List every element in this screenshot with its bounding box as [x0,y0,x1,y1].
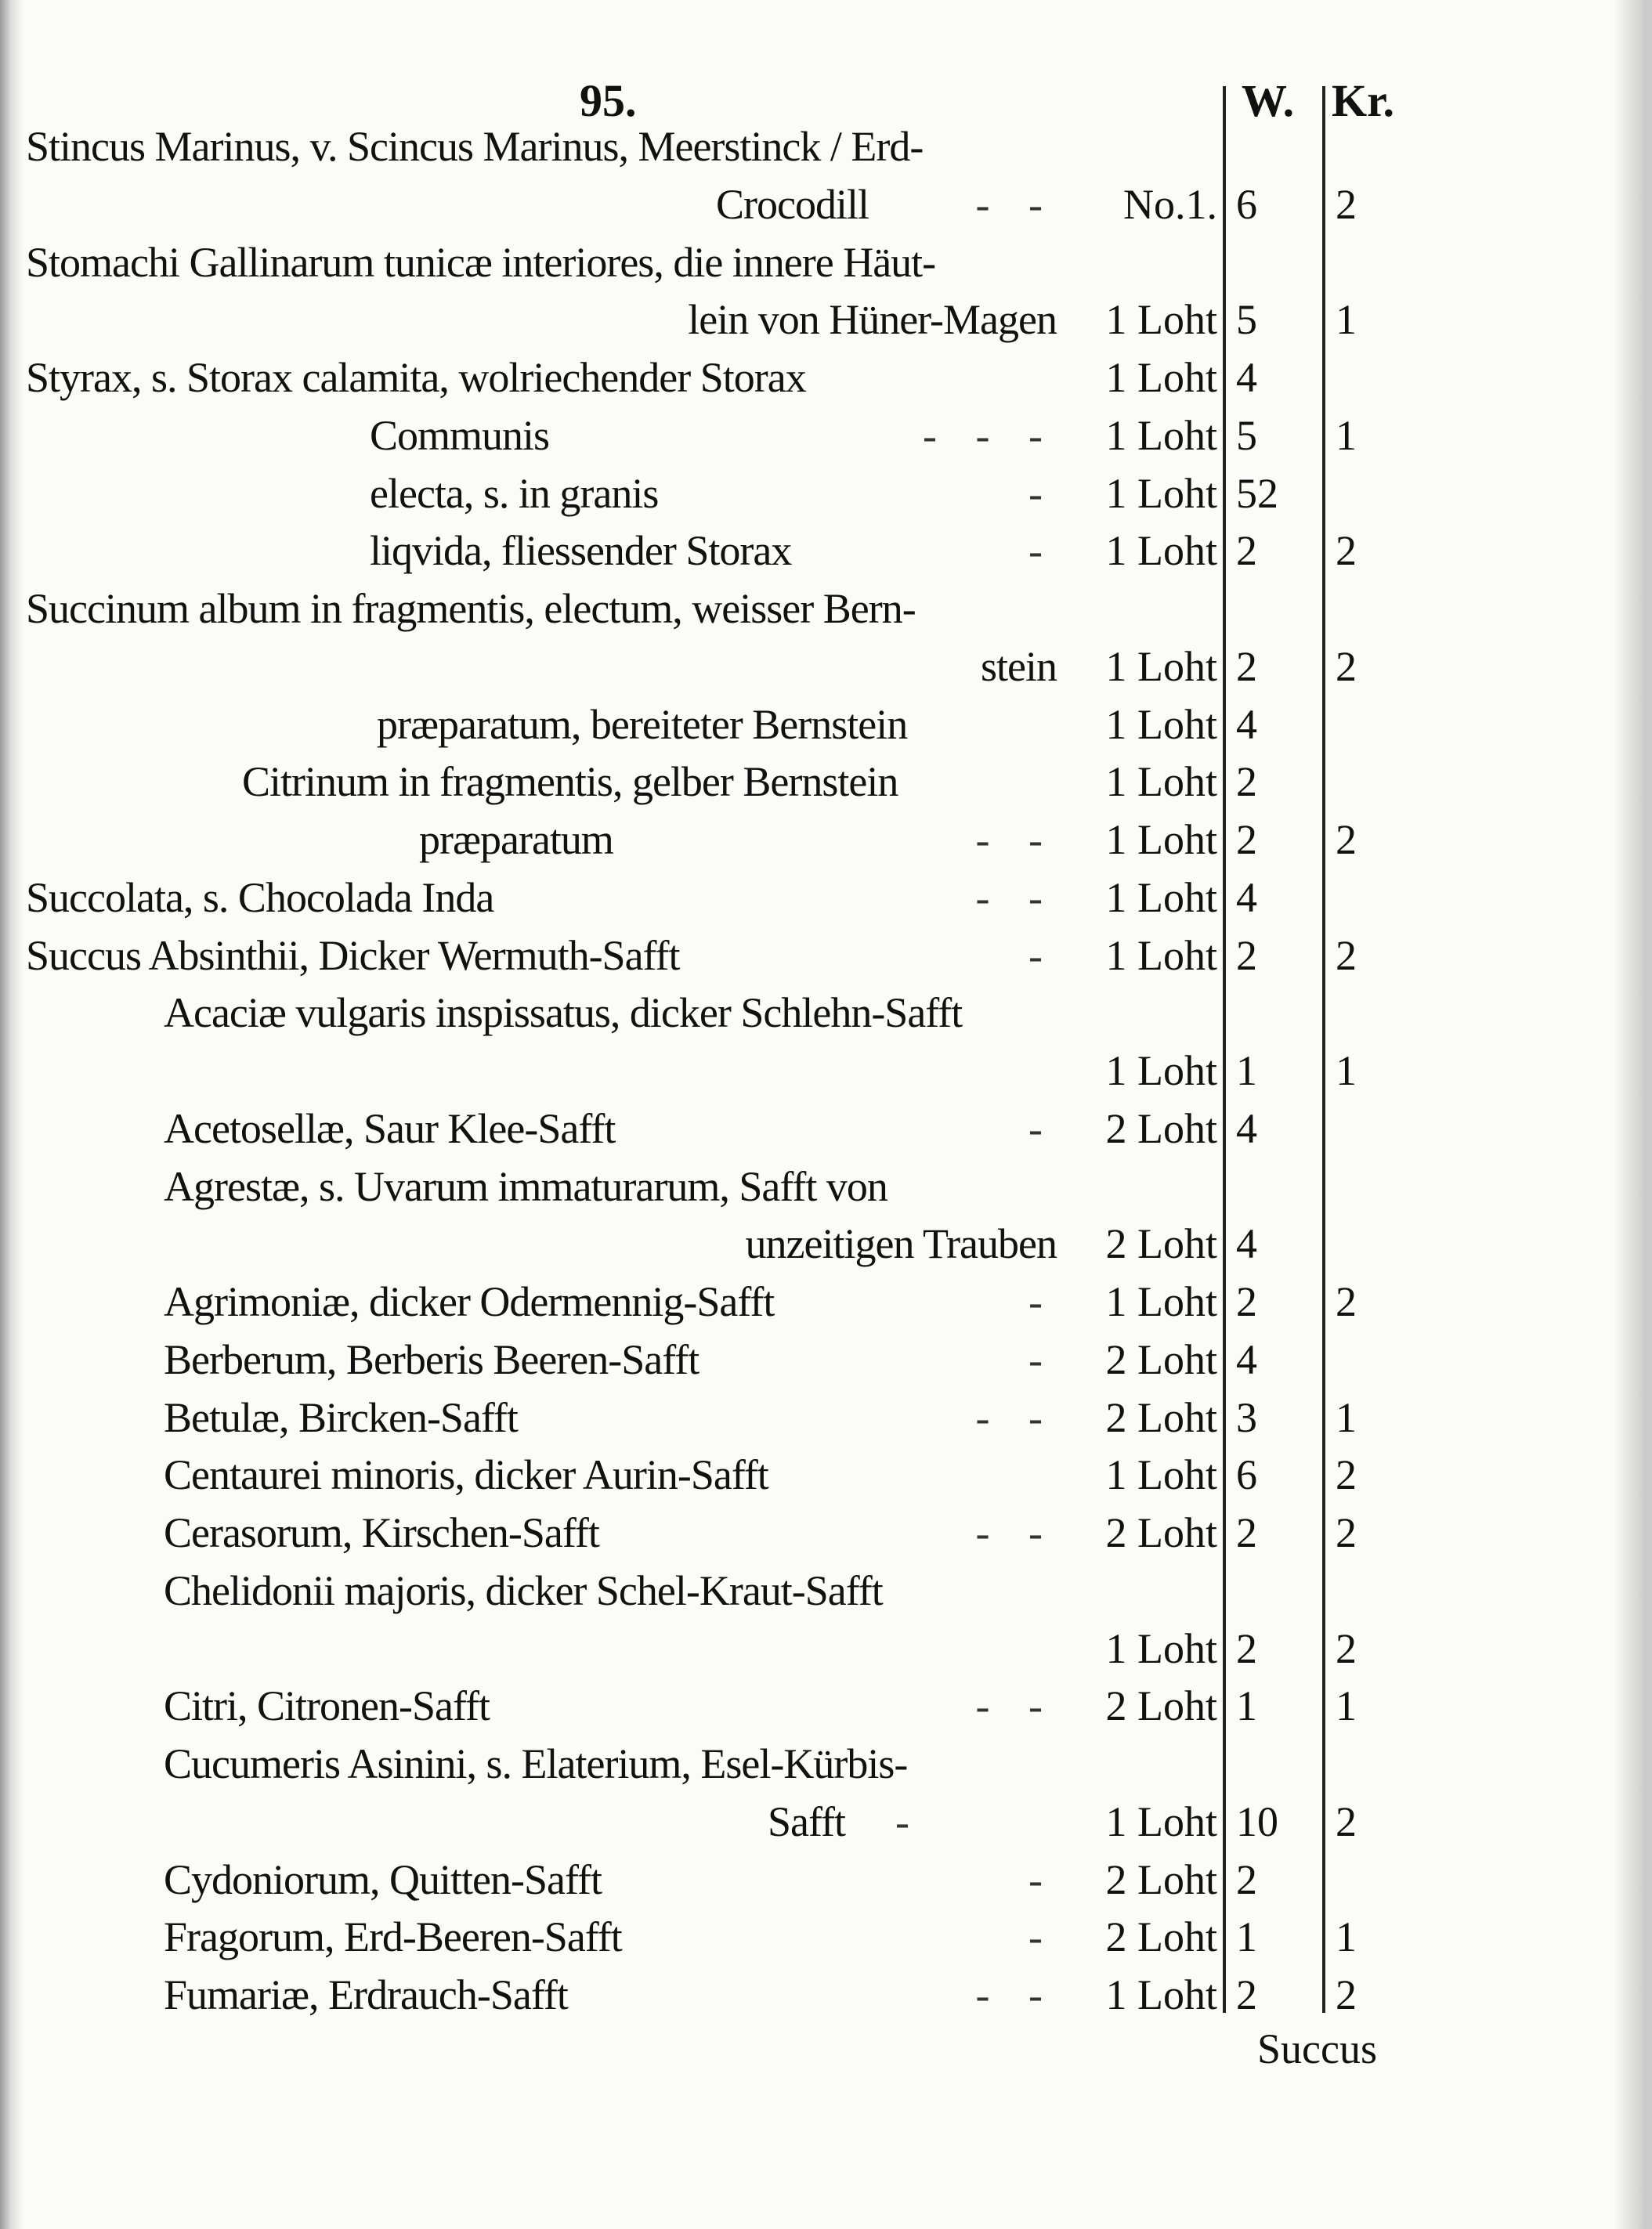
price-kr: 2 [1336,1624,1357,1672]
price-w: 1 [1236,1047,1257,1094]
entry-text: Succinum album in fragmentis, electum, weisser Bern- [26,585,916,632]
list-item [0,984,1652,1042]
price-w: 2 [1236,758,1257,806]
entry-text: Acaciæ vulgaris inspissatus, dicker Schlehn-Safft [164,989,963,1037]
entry-text: Styrax, s. Storax calamita, wolriechender Storax [26,354,806,401]
quantity: 2 Loht [1105,1682,1217,1730]
list-item [0,175,1652,233]
price-w: 2 [1236,1624,1257,1672]
quantity: 2 Loht [1105,1335,1217,1383]
list-item [0,695,1652,753]
quantity: 2 Loht [1105,1393,1217,1441]
catchword: Succus [1257,2025,1377,2072]
list-item [0,117,1652,175]
entry-text: Berberum, Berberis Beeren-Safft [164,1335,699,1383]
leader-dashes: - [1028,1335,1057,1383]
price-kr: 2 [1336,1797,1357,1845]
price-kr: 1 [1336,411,1357,459]
list-item [0,1504,1652,1562]
leader-dashes: - [1028,931,1057,979]
list-item [0,1851,1652,1909]
price-kr: 1 [1336,296,1357,344]
entry-text: Centaurei minoris, dicker Aurin-Safft [164,1451,768,1499]
entry-text: Cerasorum, Kirschen-Safft [164,1509,599,1556]
list-item [0,233,1652,291]
list-item [0,1735,1652,1793]
list-item [0,811,1652,869]
list-item [0,1158,1652,1216]
price-kr: 2 [1336,1278,1357,1325]
entry-text: Stincus Marinus, v. Scincus Marinus, Meerstinck / Erd- [26,123,924,170]
quantity: 1 Loht [1105,1971,1217,2018]
price-kr: 2 [1336,180,1357,228]
entry-text: Citrinum in fragmentis, gelber Bernstein [242,758,898,806]
leader-dashes: - [1028,1913,1057,1961]
entry-text: liqvida, fliessender Storax [370,527,792,575]
leader-dashes: - [1028,1104,1057,1152]
entry-text: Crocodill [716,180,869,228]
list-item [0,753,1652,811]
price-w: 4 [1236,700,1257,748]
price-w: 2 [1236,816,1257,863]
list-item [0,927,1652,984]
quantity: 1 Loht [1105,1047,1217,1094]
entry-text: Fumariæ, Erdrauch-Safft [164,1971,568,2018]
entry-text: Agrimoniæ, dicker Odermennig-Safft [164,1278,775,1325]
quantity: 1 Loht [1105,816,1217,863]
leader-dashes: - [1028,1278,1057,1325]
list-item [0,1908,1652,1966]
entry-text: lein von Hüner-Magen [688,296,1057,344]
price-w: 4 [1236,1220,1257,1268]
leader-dashes: - [1028,1855,1057,1903]
list-item [0,291,1652,349]
list-item [0,349,1652,406]
quantity: 1 Loht [1105,642,1217,690]
price-kr: 2 [1336,816,1357,863]
list-item [0,1677,1652,1735]
list-item [0,580,1652,638]
price-w: 10 [1236,1797,1278,1845]
list-item [0,1793,1652,1851]
list-item [0,1562,1652,1620]
quantity: 1 Loht [1105,354,1217,401]
list-item [0,1331,1652,1389]
leader-dashes: - - [975,873,1057,921]
leader-dashes: - - [975,180,1057,228]
leader-dashes: - - [975,1509,1057,1556]
price-w: 2 [1236,1509,1257,1556]
quantity: 1 Loht [1105,1797,1217,1845]
quantity: 1 Loht [1105,700,1217,748]
entry-text: Chelidonii majoris, dicker Schel-Kraut-Safft [164,1566,883,1614]
column-header-w: W. [1242,75,1295,126]
price-w: 52 [1236,469,1278,517]
quantity: 2 Loht [1105,1220,1217,1268]
entry-text: Betulæ, Bircken-Safft [164,1393,518,1441]
list-item [0,1446,1652,1504]
quantity: 1 Loht [1105,758,1217,806]
entry-text: Succolata, s. Chocolada Inda [26,873,494,921]
quantity: No.1. [1123,180,1217,228]
price-kr: 2 [1336,1971,1357,2018]
list-item [0,1620,1652,1678]
price-w: 6 [1236,1451,1257,1499]
quantity: 1 Loht [1105,527,1217,575]
quantity: 2 Loht [1105,1104,1217,1152]
price-w: 4 [1236,1104,1257,1152]
leader-dashes: - - [975,1682,1057,1730]
price-w: 1 [1236,1913,1257,1961]
entry-text: Communis [370,411,550,459]
price-kr: 2 [1336,642,1357,690]
price-w: 2 [1236,1971,1257,2018]
column-header-kr: Kr. [1332,75,1395,126]
list-item [0,522,1652,580]
quantity: 1 Loht [1105,931,1217,979]
entry-text: electa, s. in granis [370,469,659,517]
price-w: 4 [1236,873,1257,921]
price-kr: 1 [1336,1393,1357,1441]
quantity: 1 Loht [1105,296,1217,344]
list-item [0,1389,1652,1447]
price-kr: 2 [1336,527,1357,575]
list-item [0,1100,1652,1158]
quantity: 2 Loht [1105,1509,1217,1556]
leader-dashes: - - [975,1393,1057,1441]
page-number: 95. [580,75,637,126]
price-kr: 1 [1336,1047,1357,1094]
list-item [0,464,1652,522]
price-w: 4 [1236,354,1257,401]
price-w: 2 [1236,642,1257,690]
quantity: 1 Loht [1105,411,1217,459]
leader-dashes: - - [975,1971,1057,2018]
list-item [0,1273,1652,1331]
entry-text: Agrestæ, s. Uvarum immaturarum, Safft von [164,1162,887,1210]
price-kr: 2 [1336,931,1357,979]
entry-text: præparatum, bereiteter Bernstein [377,700,908,748]
list-item [0,1215,1652,1273]
list-item [0,1042,1652,1100]
entry-text: præparatum [419,816,613,863]
price-kr: 1 [1336,1682,1357,1730]
entry-text: Safft [768,1797,845,1845]
quantity: 1 Loht [1105,1278,1217,1325]
price-w: 1 [1236,1682,1257,1730]
list-item [0,638,1652,695]
price-w: 2 [1236,1855,1257,1903]
price-w: 2 [1236,1278,1257,1325]
quantity: 1 Loht [1105,1624,1217,1672]
entry-text: unzeitigen Trauben [745,1220,1057,1268]
entry-text: stein [981,642,1057,690]
quantity: 1 Loht [1105,873,1217,921]
entry-text: Succus Absinthii, Dicker Wermuth-Safft [26,931,680,979]
price-w: 5 [1236,411,1257,459]
entry-text: Citri, Citronen-Safft [164,1682,490,1730]
entry-text: Stomachi Gallinarum tunicæ interiores, die innere Häut- [26,238,936,286]
price-w: 3 [1236,1393,1257,1441]
list-item [0,1966,1652,2024]
entry-text: Acetosellæ, Saur Klee-Safft [164,1104,616,1152]
leader-dashes: - - [975,816,1057,863]
leader-dashes: - [895,1797,924,1845]
leader-dashes: - - - [923,411,1057,459]
price-w: 4 [1236,1335,1257,1383]
quantity: 1 Loht [1105,469,1217,517]
quantity: 1 Loht [1105,1451,1217,1499]
list-item [0,869,1652,927]
entry-text: Cydoniorum, Quitten-Safft [164,1855,602,1903]
price-kr: 1 [1336,1913,1357,1961]
leader-dashes: - [1028,527,1057,575]
entry-text: Cucumeris Asinini, s. Elaterium, Esel-Kürbis- [164,1740,908,1787]
entry-text: Fragorum, Erd-Beeren-Safft [164,1913,622,1961]
price-kr: 2 [1336,1509,1357,1556]
quantity: 2 Loht [1105,1855,1217,1903]
leader-dashes: - [1028,469,1057,517]
price-w: 2 [1236,527,1257,575]
price-kr: 2 [1336,1451,1357,1499]
price-w: 6 [1236,180,1257,228]
price-w: 5 [1236,296,1257,344]
quantity: 2 Loht [1105,1913,1217,1961]
price-w: 2 [1236,931,1257,979]
list-item [0,406,1652,464]
